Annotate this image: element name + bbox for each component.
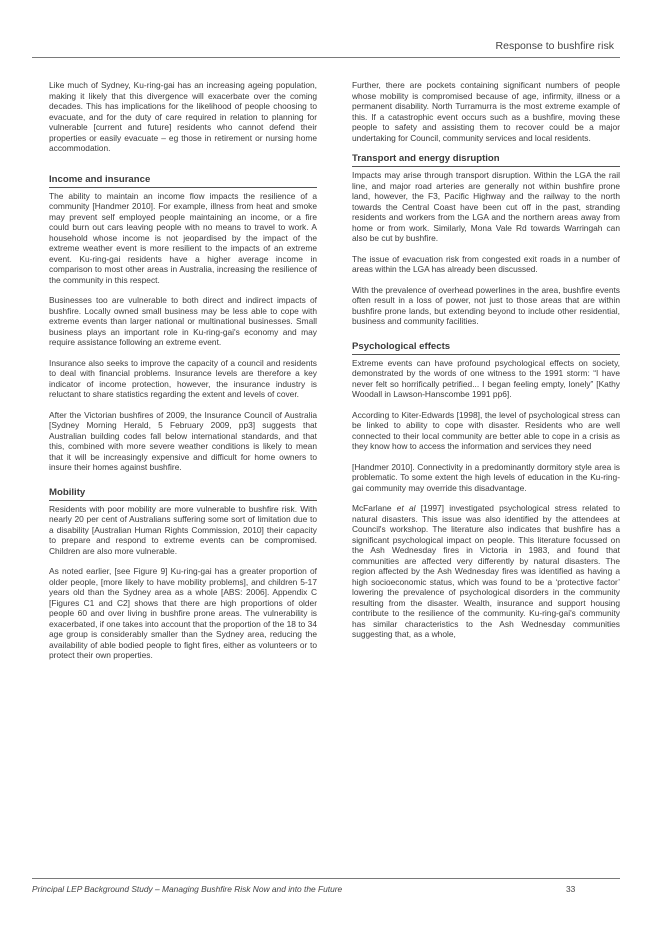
section-heading-psychological: Psychological effects (352, 341, 620, 355)
section-heading-transport: Transport and energy disruption (352, 153, 620, 167)
paragraph: According to Kiter-Edwards [1998], the level of psychological stress can be linked to ability to cope with disaster. Residents who are well connected to their local community are better able to cope in a crisis as they know how to access the information and services they need (352, 409, 620, 451)
left-column (49, 80, 317, 671)
section-heading-income: Income and insurance (49, 174, 317, 188)
paragraph: Residents with poor mobility are more vulnerable to bushfire risk. With nearly 20 per cent of Australians suffering some sort of limitation due to a disability [Australian Human Rights Commission, 2010] their capacity to prepare and respond to extreme events can be compromised. Children are also more vulnerable. (49, 503, 317, 556)
page-number: 33 (566, 884, 576, 894)
paragraph: Extreme events can have profound psychological effects on society, demonstrated by the words of one witness to the 1991 storm: “I have never felt so horrifically petrified... I began feeling empty, lonely” [Kathy Woodall in Lawson-Hanscombe 1991 pp6]. (352, 357, 620, 399)
paragraph: Like much of Sydney, Ku-ring-gai has an increasing ageing population, making it likely that this divergence will exacerbate over the coming decades. This has implications for the likelihood of people choosing to evacuate, and for the duty of care required in relation to planning for vulnerable [current and future] residents who cannot defend their properties or easily evacuate – eg those in retirement or nursing home accommodation. (49, 80, 317, 153)
running-header: Response to bushfire risk (495, 40, 614, 52)
footer-divider (32, 878, 620, 879)
paragraph: Insurance also seeks to improve the capacity of a council and residents to deal with financial problems. Insurance levels are therefore a key indicator of income protection, however, the insurance industry is reluctant to share statistics regarding the extent and levels of cover. (49, 357, 317, 399)
paragraph: Further, there are pockets containing significant numbers of people whose mobility is compromised because of age, infirmity, illness or a permanent disability. North Turramurra is the most extreme example of this. If a catastrophic event occurs such as a bushfire, moving these people to safety and assisting them to recover could be a major undertaking for Council, community services and local residents. (352, 80, 620, 143)
footer-document-title: Principal LEP Background Study – Managing Bushfire Risk Now and into the Future (32, 884, 343, 894)
paragraph: Businesses too are vulnerable to both direct and indirect impacts of bushfire. Locally owned small business may be less able to cope with extreme events than larger national or multinational businesses. Small business plays an important role in Ku-ring-gai's economy and may require assistance following an extreme event. (49, 295, 317, 347)
paragraph: With the prevalence of overhead powerlines in the area, bushfire events often result in a loss of power, not just to those areas that are within bushfire prone lands, but extending beyond to include other residential, business and community facilities. (352, 284, 620, 326)
emphasis-text: et al (396, 503, 416, 513)
right-column (352, 80, 620, 650)
paragraph: After the Victorian bushfires of 2009, the Insurance Council of Australia [Sydney Morning Herald, 5 February 2009, pp3] suggests that Australian building codes fall below international standards, and that this, combined with more severe weather conditions is likely to mean that it will be increasingly expensive and difficult for home owners to insure their homes against bushfire. (49, 409, 317, 472)
paragraph: The ability to maintain an income flow impacts the resilience of a community [Handmer 2010]. For example, illness from heat and smoke may prevent self employed people maintaining an income, or a fire could burn out cars leaving people with no means to travel to work. A household whose income is not jeopardised by the impact of the extreme weather event is more resilient to the impacts of an extreme event. Ku-ring-gai residents have a higher average income in comparison to most other areas in Australia, increasing the resilience of the community in this respect. (49, 190, 317, 285)
paragraph (352, 503, 620, 640)
paragraph: As noted earlier, [see Figure 9] Ku-ring-gai has a greater proportion of older people, [more likely to have mobility problems], and children 5-17 years old than the Sydney area as a whole [ABS: 2006]. Appendix C [Figures C1 and C2] shows that there are high proportions of older people 60 and over living in bushfire prone areas. The vulnerability is exacerbated, if one takes into account that the proportion of the 18 to 34 age group is considerably smaller than the Sydney area, reducing the availability of able bodied people to fight fires, either as volunteers or to protect their own properties. (49, 566, 317, 660)
text-run: [1997] investigated psychological stress related to natural disasters. This issue was also identified by the attendees at Council's workshop. The literature also indicates that bushfire has a significant psychological impact on people. This literature focussed on the Ash Wednesday fires in Victoria in 1983, and found that communities are affected very differently by natural disasters. The region affected by the Ash Wednesday fires was identified as having a high socioeconomic status, which was found to be a ‘protective factor’ lowering the prevalence of psychological disorders in the community resulting from the disaster. Wealth, insurance and support housing contribute to the resilience of the community. Ku-ring-gai's community has similar characteristics to the Ash Wednesday communities suggesting that, as a whole, (352, 503, 620, 639)
header-divider (32, 57, 620, 58)
text-run: McFarlane (352, 503, 397, 513)
section-heading-mobility: Mobility (49, 487, 317, 501)
paragraph: [Handmer 2010]. Connectivity in a predominantly dormitory style area is problematic. To some extent the high levels of education in the Ku-ring-gai community may override this disadvantage. (352, 461, 620, 493)
paragraph: The issue of evacuation risk from congested exit roads in a number of areas within the LGA has already been discussed. (352, 253, 620, 274)
paragraph: Impacts may arise through transport disruption. Within the LGA the rail line, and major road arteries are generally not within bushfire prone land, however, the F3, Pacific Highway and the railway to the north towards the Central Coast have been cut off in the past, stranding residents and workers from the LGA and the northern areas away from home or from work. Similarly, Mona Vale Rd towards Warringah can also be cut by bushfire. (352, 170, 620, 243)
